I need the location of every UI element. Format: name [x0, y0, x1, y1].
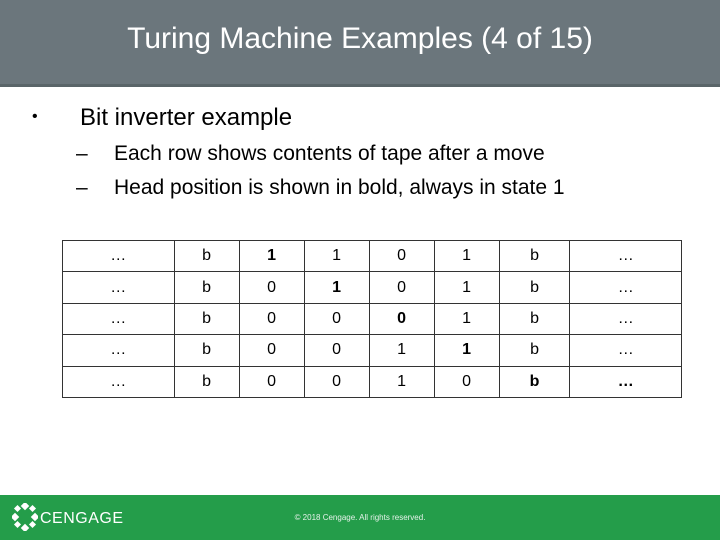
tape-cell: 0 — [304, 366, 369, 397]
bullet-dot: • — [32, 108, 38, 125]
tape-cell: 0 — [304, 335, 369, 366]
tape-cell: b — [174, 272, 239, 303]
tape-cell: … — [63, 335, 175, 366]
sub-bullet-1 — [76, 142, 545, 166]
tape-cell: 1 — [369, 335, 434, 366]
footer — [0, 495, 720, 540]
copyright: © 2018 Cengage. All rights reserved. — [294, 513, 426, 522]
sub-bullet-dash: – — [76, 142, 88, 165]
tape-cell: 0 — [434, 366, 499, 397]
tape-cell: 0 — [369, 272, 434, 303]
tape-row — [63, 272, 682, 303]
tape-cell: 0 — [369, 241, 434, 272]
sub-bullet-text: Each row shows contents of tape after a move — [114, 142, 545, 165]
tape-cell: 1 — [304, 272, 369, 303]
tape-cell: b — [174, 366, 239, 397]
tape-cell: 0 — [239, 303, 304, 334]
tape-cell: b — [499, 303, 570, 334]
tape-cell: … — [63, 366, 175, 397]
tape-cell: 1 — [434, 335, 499, 366]
tape-cell: 1 — [369, 366, 434, 397]
tape-cell: … — [63, 272, 175, 303]
tape-row — [63, 335, 682, 366]
slide-title: Turing Machine Examples (4 of 15) — [127, 22, 593, 55]
tape-cell: b — [499, 366, 570, 397]
tape-cell: 0 — [369, 303, 434, 334]
tape-row — [63, 366, 682, 397]
tape-table-body — [63, 241, 682, 398]
tape-cell: b — [174, 335, 239, 366]
tape-row — [63, 303, 682, 334]
tape-cell: … — [63, 241, 175, 272]
tape-cell: 0 — [239, 272, 304, 303]
tape-cell: 0 — [304, 303, 369, 334]
tape-cell: 1 — [434, 303, 499, 334]
tape-cell: 1 — [304, 241, 369, 272]
tape-cell: 0 — [239, 335, 304, 366]
tape-cell: 1 — [239, 241, 304, 272]
sub-bullet-dash: – — [76, 176, 88, 199]
tape-cell: … — [63, 303, 175, 334]
tape-cell: b — [174, 303, 239, 334]
cengage-logo-text: CENGAGE — [40, 510, 124, 527]
tape-cell: … — [570, 335, 682, 366]
tape-cell: … — [570, 241, 682, 272]
tape-cell: 1 — [434, 272, 499, 303]
title-bar — [0, 0, 720, 87]
bullet-text: Bit inverter example — [80, 104, 293, 131]
tape-cell: … — [570, 366, 682, 397]
tape-cell: b — [499, 272, 570, 303]
tape-cell: … — [570, 303, 682, 334]
sub-bullet-2 — [76, 176, 565, 200]
tape-table — [62, 240, 682, 398]
tape-cell: b — [174, 241, 239, 272]
tape-row — [63, 241, 682, 272]
tape-cell: … — [570, 272, 682, 303]
tape-cell: 1 — [434, 241, 499, 272]
sub-bullet-text: Head position is shown in bold, always in state 1 — [114, 176, 565, 199]
tape-cell: b — [499, 335, 570, 366]
tape-cell: b — [499, 241, 570, 272]
tape-cell: 0 — [239, 366, 304, 397]
